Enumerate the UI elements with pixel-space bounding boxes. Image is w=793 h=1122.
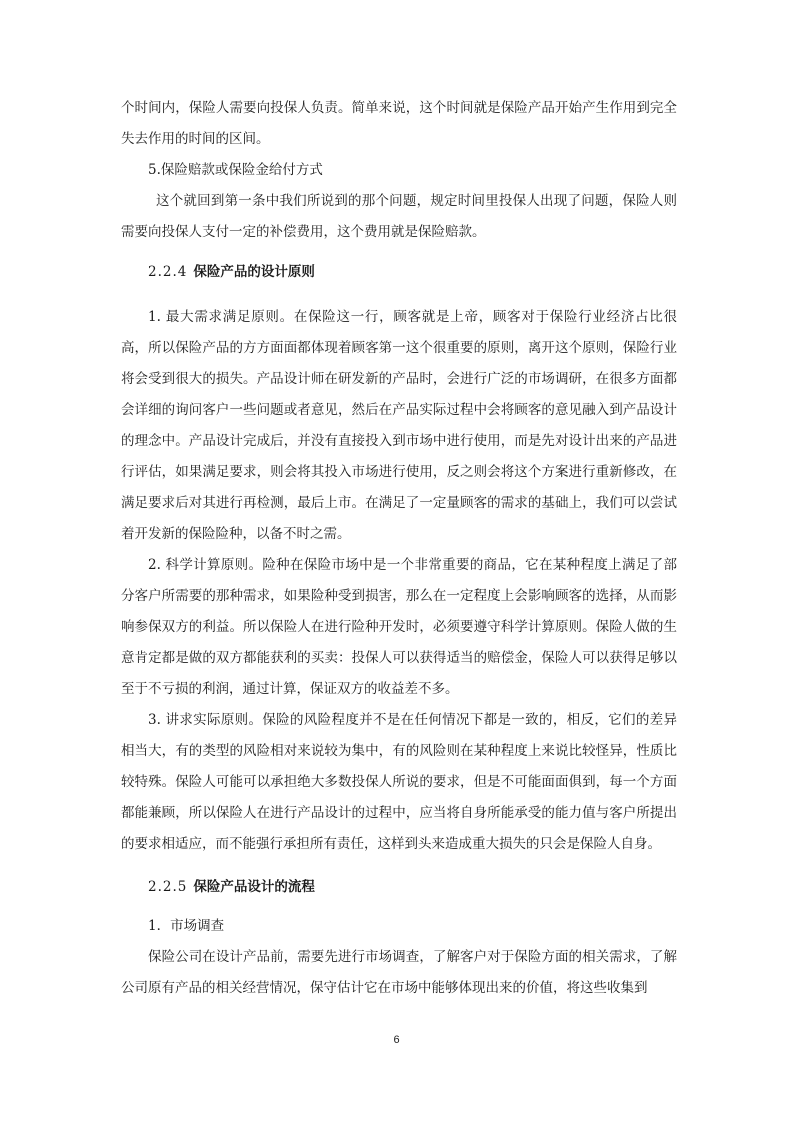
section-title: 保险产品的设计原则	[193, 264, 315, 280]
continued-paragraph: 个时间内，保险人需要向投保人负责。简单来说，这个时间就是保险产品开始产生作用到完全失去作用的时间的区间。	[121, 100, 677, 147]
principle-1-paragraph: 1. 最大需求满足原则。在保险这一行，顾客就是上帝，顾客对于保险行业经济占比很高，所以保险产品的方方面面都体现着顾客第一这个很重要的原则，离开这个原则，保险行业将会受到很大的损失。产品设计师在研发新的产品时，会进行广泛的市场调研，在很多方面都会详细的询问客户一些问题或者意见，然后在产品实际过程中会将顾客的意见融入到产品设计的理念中。产品设计完成后，并没有直接投入到市场中进行使用，而是先对设计出来的产品进行评估，如果满足要求，则会将其投入市场进行使用，反之则会将这个方案进行重新修改，在满足要求后对其进行再检测，最后上市。在满足了一定量顾客的需求的基础上，我们可以尝试着开发新的保险险种，以备不时之需。	[121, 309, 677, 542]
principle-2-paragraph: 2. 科学计算原则。险种在保险市场中是一个非常重要的商品，它在某种程度上满足了部分客户所需要的那种需求，如果险种受到损害，那么在一定程度上会影响顾客的选择，从而影响参保双方的利益。所以保险人在进行险种开发时，必须要遵守科学计算原则。保险人做的生意肯定都是做的双方都能获利的买卖：投保人可以获得适当的赔偿金，保险人可以获得足够以至于不亏损的利润，通过计算，保证双方的收益差不多。	[121, 557, 677, 697]
market-research-body: 保险公司在设计产品前，需要先进行市场调查，了解客户对于保险方面的相关需求，了解公司原有产品的相关经营情况，保守估计它在市场中能够体现出来的价值，将这些收集到	[121, 949, 677, 996]
market-research-title: 1．市场调查	[148, 918, 225, 934]
section-title: 保险产品设计的流程	[193, 879, 315, 895]
section-number: 2.2.4	[148, 264, 188, 280]
item-5-body: 这个就回到第一条中我们所说到的那个问题，规定时间里投保人出现了问题，保险人则需要向投保人支付一定的补偿费用，这个费用就是保险赔款。	[121, 193, 677, 240]
section-heading-2-2-4	[121, 257, 677, 288]
page-body	[121, 93, 677, 1004]
principle-3-paragraph: 3. 讲求实际原则。保险的风险程度并不是在任何情况下都是一致的，相反，它们的差异相当大，有的类型的风险相对来说较为集中，有的风险则在某种程度上来说比较怪异，性质比较特殊。保险人可能可以承担绝大多数投保人所说的要求，但是不可能面面俱到，每一个方面都能兼顾，所以保险人在进行产品设计的过程中，应当将自身所能承受的能力值与客户所提出的要求相适应，而不能强行承担所有责任，这样到头来造成重大损失的只会是保险人自身。	[121, 712, 677, 852]
section-number: 2.2.5	[148, 879, 188, 895]
item-5-title: 5.保险赔款或保险金给付方式	[148, 162, 323, 178]
section-heading-2-2-5	[121, 872, 677, 903]
page-number: 6	[393, 1034, 400, 1046]
